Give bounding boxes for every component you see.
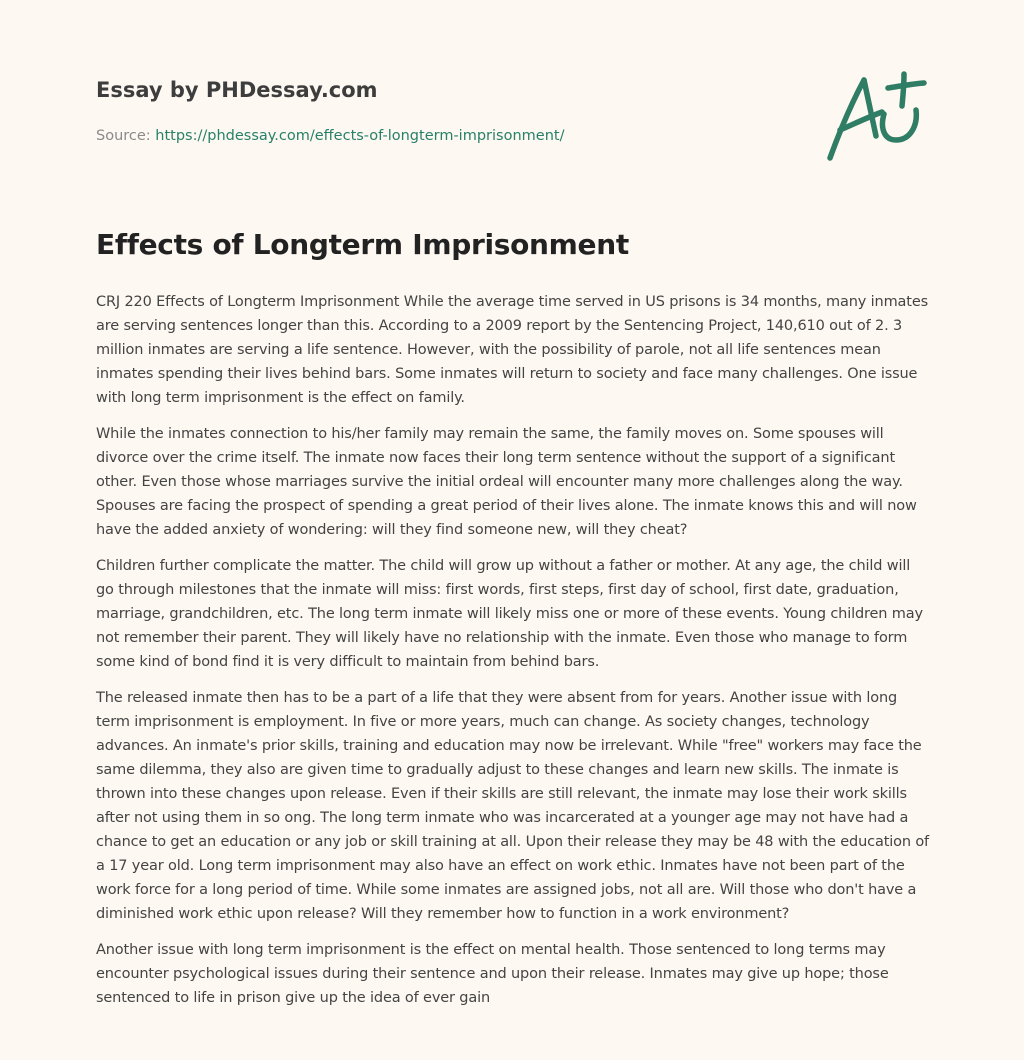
source-link[interactable]: https://phdessay.com/effects-of-longterm-imprisonment/ [155, 128, 565, 144]
source-label: Source: [96, 128, 156, 144]
article-paragraph-2: While the inmates connection to his/her family may remain the same, the family moves on. Some spouses will divorce over the crime itself. The inmate now faces their long term sentence without the support of a significant other. Even those whose marriages survive the initial ordeal will encounter many more challenges along the way. Spouses are facing the prospect of spending a great period of their lives alone. The inmate knows this and will now have the added anxiety of wondering: will they find someone new, will they cheat? [96, 426, 917, 538]
article [96, 226, 932, 1022]
article-title: Effects of Longterm Imprisonment [96, 228, 629, 261]
site-name: Essay by PHDessay.com [96, 78, 378, 102]
article-paragraph-1: CRJ 220 Effects of Longterm Imprisonment While the average time served in US prisons is 34 months, many inmates are serving sentences longer than this. According to a 2009 report by the Sentencing Project, 140,610 out of 2. 3 million inmates are serving a life sentence. However, with the possibility of parole, not all life sentences mean inmates spending their lives behind bars. Some inmates will return to society and face many challenges. One issue with long term imprisonment is the effect on family. [96, 294, 928, 406]
article-paragraph-5: Another issue with long term imprisonment is the effect on mental health. Those sentenced to long terms may encounter psychological issues during their sentence and upon their release. Inmates may give up hope; those sentenced to life in prison give up the idea of ever gain [96, 942, 889, 1006]
article-paragraph-3: Children further complicate the matter. The child will grow up without a father or mother. At any age, the child will go through milestones that the inmate will miss: first words, first steps, first day of school, first date, graduation, marriage, grandchildren, etc. The long term inmate will likely miss one or more of these events. Young children may not remember their parent. They will likely have no relationship with the inmate. Even those who manage to form some kind of bond find it is very difficult to maintain from behind bars. [96, 558, 923, 670]
article-paragraph-4: The released inmate then has to be a part of a life that they were absent from for years. Another issue with long term imprisonment is employment. In five or more years, much can change. As society changes, technology advances. An inmate's prior skills, training and education may now be irrelevant. While "free" workers may face the same dilemma, they also are given time to gradually adjust to these changes and learn new skills. The inmate is thrown into these changes upon release. Even if their skills are still relevant, the inmate may lose their work skills after not using them in so ong. The long term inmate who was incarcerated at a younger age may not have had a chance to get an education or any job or skill training at all. Upon their release they may be 48 with the education of a 17 year old. Long term imprisonment may also have an effect on work ethic. Inmates have not been part of the work force for a long period of time. While some inmates are assigned jobs, not all are. Will those who don't have a diminished work ethic upon release? Will they remember how to function in a work environment? [96, 690, 930, 922]
a-plus-logo-icon [820, 66, 930, 166]
source-line [96, 126, 796, 146]
page-header [96, 76, 796, 146]
